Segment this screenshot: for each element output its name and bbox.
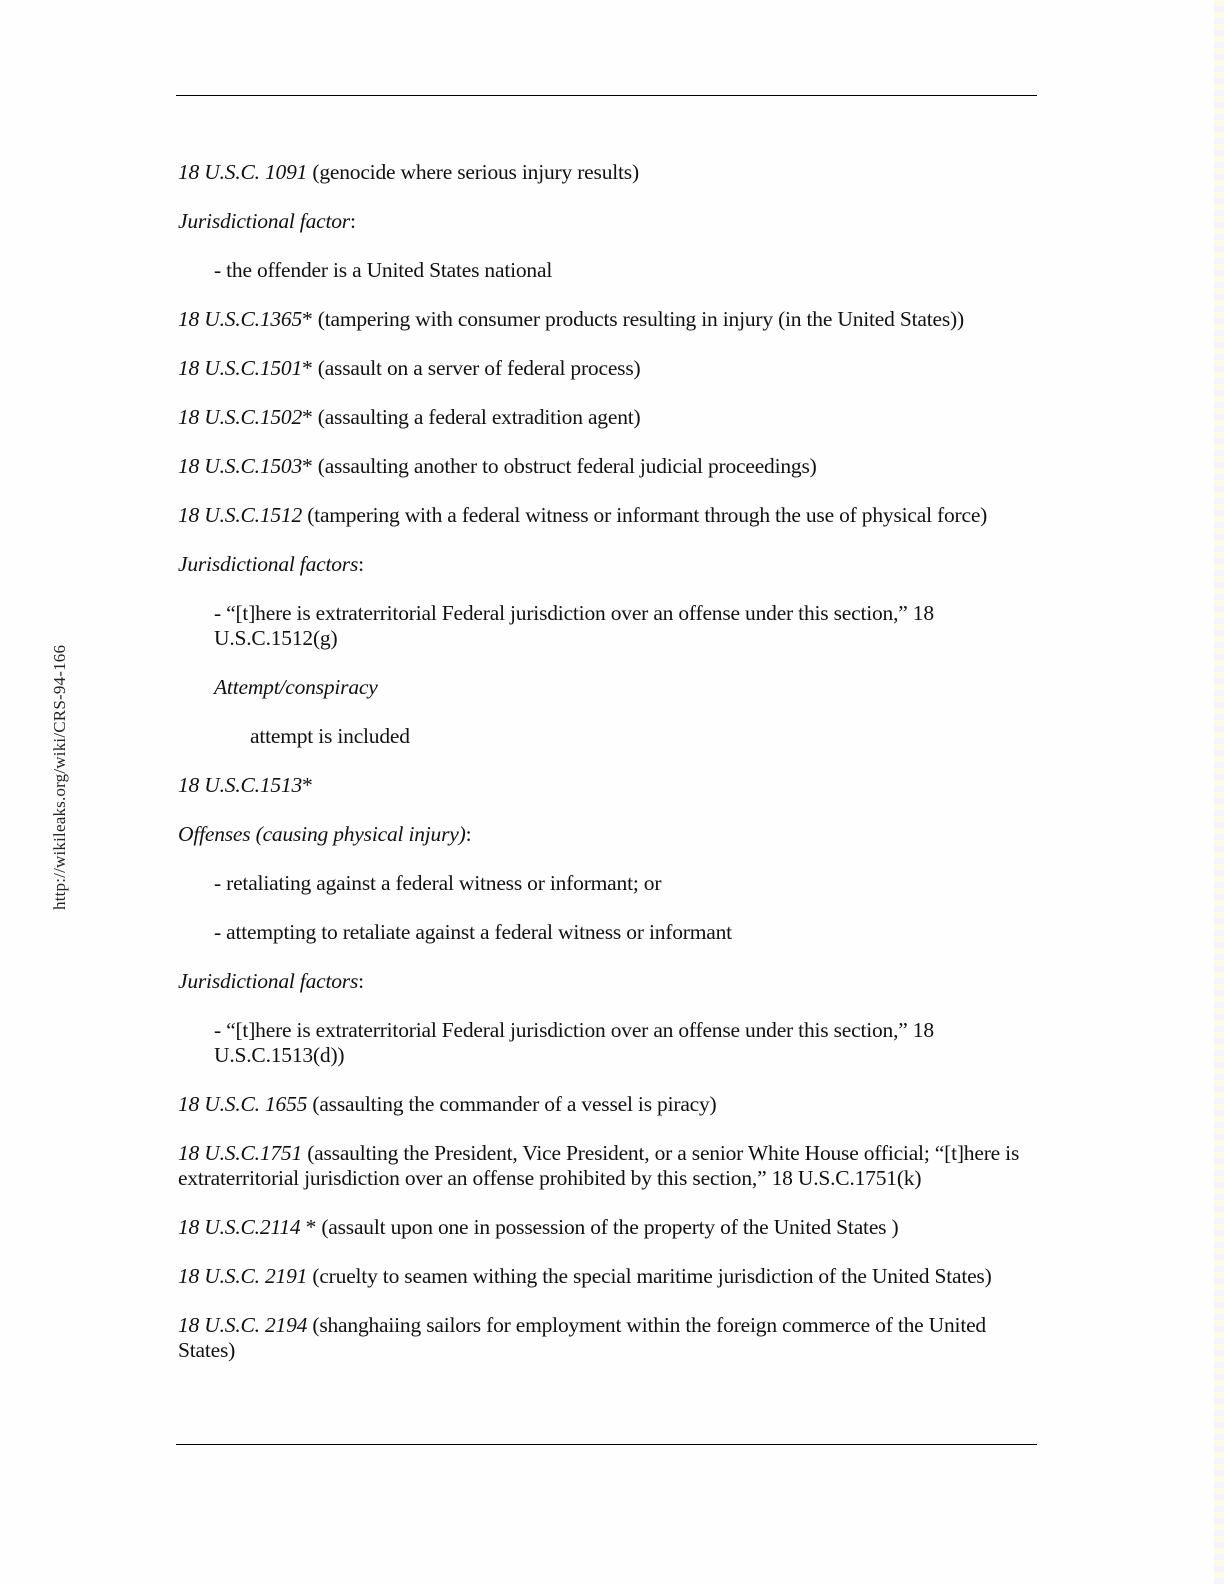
entry-2191 — [178, 1264, 1038, 1289]
entry-text: * (assaulting a federal extradition agent) — [302, 405, 641, 429]
statute-citation: 18 U.S.C.1365 — [178, 307, 303, 331]
entry-text: (shanghaiing sailors for employment within the foreign commerce of the United States) — [178, 1313, 986, 1362]
heading-colon: : — [358, 969, 364, 993]
entry-1751 — [178, 1141, 1038, 1191]
entry-text: * — [302, 773, 313, 797]
entry-text: * (tampering with consumer products resulting in injury (in the United States)) — [302, 307, 964, 331]
entry-text: (cruelty to seamen withing the special maritime jurisdiction of the United States) — [307, 1264, 992, 1288]
list-item: - retaliating against a federal witness or informant; or — [214, 871, 662, 895]
entry-text: * (assault upon one in possession of the property of the United States ) — [300, 1215, 899, 1239]
entry-1503 — [178, 454, 1038, 479]
heading-text: Jurisdictional factors — [178, 969, 359, 993]
entry-1091 — [178, 160, 1038, 185]
entry-1512 — [178, 503, 1038, 528]
entry-text: (genocide where serious injury results) — [307, 160, 639, 184]
attempt-conspiracy-heading — [178, 675, 1038, 700]
list-item: - attempting to retaliate against a federal witness or informant — [214, 920, 732, 944]
heading-text: Offenses (causing physical injury) — [178, 822, 466, 846]
entry-2194 — [178, 1313, 1038, 1363]
heading-colon: : — [358, 552, 364, 576]
header-rule — [176, 95, 1037, 96]
jurisdictional-factors-heading — [178, 969, 1038, 994]
entry-1513 — [178, 773, 1038, 798]
entry-text: (assaulting the commander of a vessel is piracy) — [307, 1092, 717, 1116]
heading-text: Jurisdictional factor — [178, 209, 350, 233]
statute-citation: 18 U.S.C. 1091 — [178, 160, 308, 184]
footer-rule — [176, 1444, 1037, 1445]
document-body — [178, 160, 1038, 1387]
heading-colon: : — [349, 209, 356, 233]
entry-1502 — [178, 405, 1038, 430]
statute-citation: 18 U.S.C.1502 — [178, 405, 303, 429]
statute-citation: 18 U.S.C. 2194 — [178, 1313, 308, 1337]
entry-1501 — [178, 356, 1038, 381]
entry-2114 — [178, 1215, 1038, 1240]
statute-citation: 18 U.S.C.1512 — [178, 503, 303, 527]
statute-citation: 18 U.S.C.1501 — [178, 356, 303, 380]
statute-citation: 18 U.S.C.1503 — [178, 454, 303, 478]
statute-citation: 18 U.S.C.1513 — [178, 773, 303, 797]
side-watermark-url: http://wikileaks.org/wiki/CRS-94-166 — [50, 644, 69, 910]
page-edge — [1214, 0, 1224, 1584]
statute-citation: 18 U.S.C.2114 — [178, 1215, 301, 1239]
entry-1655 — [178, 1092, 1038, 1117]
heading-text: Jurisdictional factors — [178, 552, 359, 576]
entry-text: * (assaulting another to obstruct federal judicial proceedings) — [302, 454, 817, 478]
list-item: - “[t]here is extraterritorial Federal jurisdiction over an offense under this section,” 18 U.S.C.1512(g) — [214, 601, 934, 650]
statute-citation: 18 U.S.C. 2191 — [178, 1264, 308, 1288]
entry-text: (assaulting the President, Vice President, or a senior White House official; “[t]here is extraterritorial jurisdiction over an offense prohibited by this section,” 18 U.S.C.1751(k) — [178, 1141, 1020, 1190]
list-item: - the offender is a United States national — [214, 258, 553, 282]
entry-1365 — [178, 307, 1038, 332]
list-item: attempt is included — [250, 724, 410, 748]
statute-citation: 18 U.S.C. 1655 — [178, 1092, 308, 1116]
entry-text: (tampering with a federal witness or informant through the use of physical force) — [302, 503, 988, 527]
jurisdictional-factor-heading — [178, 209, 1038, 234]
list-item: - “[t]here is extraterritorial Federal jurisdiction over an offense under this section,” 18 U.S.C.1513(d)) — [214, 1018, 934, 1067]
statute-citation: 18 U.S.C.1751 — [178, 1141, 303, 1165]
heading-colon: : — [465, 822, 472, 846]
offenses-heading — [178, 822, 1038, 847]
heading-text: Attempt/conspiracy — [214, 675, 378, 699]
jurisdictional-factors-heading — [178, 552, 1038, 577]
entry-text: * (assault on a server of federal process) — [302, 356, 641, 380]
